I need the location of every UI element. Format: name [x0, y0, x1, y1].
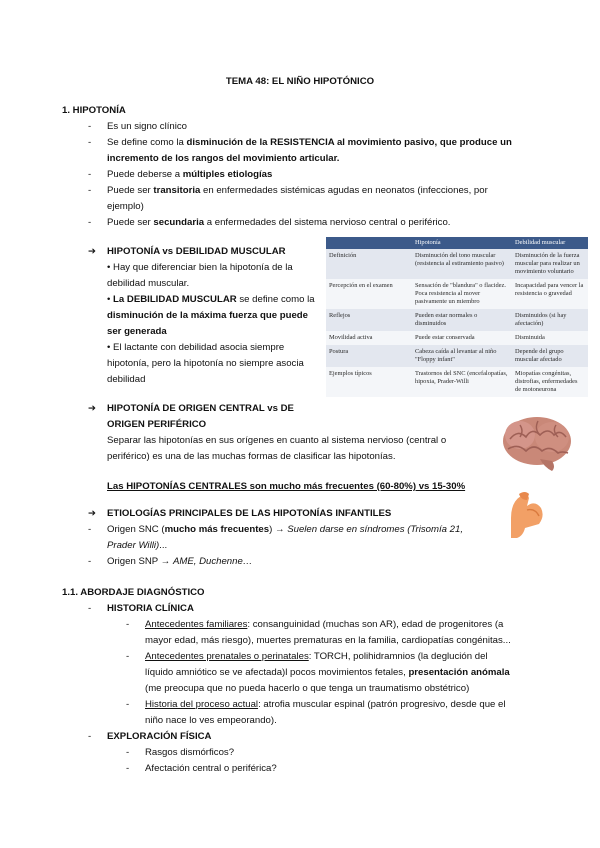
table-cell: Incapacidad para vencer la resistencia o gravedad [512, 279, 588, 309]
dash-marker: - [88, 556, 92, 567]
antecedentes-prenatales: Antecedentes prenatales o perinatales: TORCH, polihidramnios (la deglución del [145, 651, 488, 662]
table-header-cell: Debilidad muscular [512, 237, 588, 249]
table-cell: Definición [326, 249, 412, 279]
table-cell: Puede estar conservada [412, 331, 512, 345]
dash-marker: - [88, 185, 92, 196]
bullet-transitoria-cont: ejemplo) [107, 201, 144, 212]
hvd-line-8: debilidad [107, 374, 146, 385]
hvd-heading: HIPOTONÍA vs DEBILIDAD MUSCULAR [107, 246, 286, 257]
hvd-line-3: • La DEBILIDAD MUSCULAR se define como la [107, 294, 315, 305]
table-row [326, 345, 588, 367]
arrow-icon: ➔ [88, 508, 97, 519]
bullet-transitoria: Puede ser transitoria en enfermedades sistémicas agudas en neonatos (infecciones, por [107, 185, 488, 196]
table-cell: Ejemplos típicos [326, 367, 412, 397]
bullet-etiologias: Puede deberse a múltiples etiologías [107, 169, 273, 180]
table-row [326, 367, 588, 397]
table-cell: Trastornos del SNC (encefalopatías, hipoxia, Prader-Willi [412, 367, 512, 397]
bullet-definicion-cont: incremento de los rangos del movimiento articular. [107, 153, 340, 164]
exploracion-fisica-heading: EXPLORACIÓN FÍSICA [107, 731, 212, 742]
comparison-table [326, 237, 588, 397]
antecedentes-familiares: Antecedentes familiares: consanguinidad (muchas son AR), edad de progenitores (a [145, 619, 504, 630]
table-header-cell [326, 237, 412, 249]
antecedentes-prenatales-cont-2: (me preocupa que no pueda hacerlo o que tenga un traumatismo obstétrico) [145, 683, 470, 694]
hvd-line-7: hipotonía, pero la hipotonía no siempre asocia [107, 358, 304, 369]
dash-marker: - [126, 763, 130, 774]
historia-proceso-actual: Historia del proceso actual: atrofia muscular espinal (patrón progresivo, desde que el [145, 699, 506, 710]
table-cell: Disminuida [512, 331, 588, 345]
dash-marker: - [88, 603, 92, 614]
table-cell: Disminución de la fuerza muscular para realizar un movimiento voluntario [512, 249, 588, 279]
dash-marker: - [88, 731, 92, 742]
hvd-line-6: • El lactante con debilidad asocia siempre [107, 342, 285, 353]
bullet-definicion: Se define como la disminución de la RESISTENCIA al movimiento pasivo, que produce un [107, 137, 512, 148]
table-header-cell: Hipotonía [412, 237, 512, 249]
origen-snc: Origen SNC (mucho más frecuentes) → Suelen darse en síndromes (Trisomía 21, [107, 524, 464, 535]
origen-snc-cont: Prader Willi)... [107, 540, 168, 551]
table-cell: Reflejos [326, 309, 412, 331]
arrow-icon: ➔ [88, 403, 97, 414]
dash-marker: - [88, 524, 92, 535]
dash-marker: - [88, 217, 92, 228]
etiologias-heading: ETIOLOGÍAS PRINCIPALES DE LAS HIPOTONÍAS INFANTILES [107, 508, 392, 519]
hvd-line-1: • Hay que diferenciar bien la hipotonía de la [107, 262, 293, 273]
table-cell: Cabeza caída al levantar al niño "Floppy infant" [412, 345, 512, 367]
table-row [326, 309, 588, 331]
central-frequency-note: Las HIPOTONÍAS CENTRALES son mucho más frecuentes (60-80%) vs 15-30% [107, 481, 466, 492]
table-cell: Disminución del tono muscular (resistencia al estiramiento pasivo) [412, 249, 512, 279]
antecedentes-familiares-cont: mayor edad, más riesgo), muertes prematuras en la familia, cardiopatías congénitas... [145, 635, 511, 646]
afectacion-central-periferica: Afectación central o periférica? [145, 763, 277, 774]
origin-paragraph-1: Separar las hipotonías en sus orígenes en cuanto al sistema nervioso (central o [107, 435, 447, 446]
dash-marker: - [88, 169, 92, 180]
table-cell: Movilidad activa [326, 331, 412, 345]
table-row [326, 249, 588, 279]
page-title: TEMA 48: EL NIÑO HIPOTÓNICO [225, 76, 375, 87]
table-row [326, 331, 588, 345]
table-header-row [326, 237, 588, 249]
table-cell: Pueden estar normales o disminuidos [412, 309, 512, 331]
origin-heading-line-1: HIPOTONÍA DE ORIGEN CENTRAL vs DE [107, 403, 294, 414]
origin-heading-line-2: ORIGEN PERIFÉRICO [107, 419, 207, 430]
antecedentes-prenatales-cont: líquido amniótico se ve afectada)l pocos movimientos fetales, presentación anómala [145, 667, 510, 678]
brain-icon [500, 413, 576, 475]
origen-snp: Origen SNP → AME, Duchenne… [107, 556, 253, 567]
section-heading-abordaje: 1.1. ABORDAJE DIAGNÓSTICO [62, 587, 205, 598]
dash-marker: - [88, 121, 92, 132]
dash-marker: - [126, 699, 130, 710]
table-row [326, 279, 588, 309]
dash-marker: - [126, 747, 130, 758]
table-cell: Disminuidos (si hay afectación) [512, 309, 588, 331]
section-heading-hipotonia: 1. HIPOTONÍA [62, 105, 126, 116]
table-cell: Miopatías congénitas, distrofias, enfermedades de motoneurona [512, 367, 588, 397]
historia-proceso-actual-cont: niño nace lo ves empeorando). [145, 715, 277, 726]
arrow-icon: ➔ [88, 246, 97, 257]
dash-marker: - [126, 619, 130, 630]
bullet-signo-clinico: Es un signo clínico [107, 121, 187, 132]
dash-marker: - [88, 137, 92, 148]
table-cell: Percepción en el examen [326, 279, 412, 309]
hvd-line-5: ser generada [107, 326, 167, 337]
flexed-arm-icon [505, 488, 549, 540]
bullet-secundaria: Puede ser secundaria a enfermedades del sistema nervioso central o periférico. [107, 217, 451, 228]
historia-clinica-heading: HISTORIA CLÍNICA [107, 603, 194, 614]
origin-paragraph-2: periférico) es una de las muchas formas de clasificar las hipotonías. [107, 451, 396, 462]
dash-marker: - [126, 651, 130, 662]
rasgos-dismorficos: Rasgos dismórficos? [145, 747, 235, 758]
table-cell: Postura [326, 345, 412, 367]
hvd-line-2: debilidad muscular. [107, 278, 190, 289]
hvd-line-4: disminución de la máxima fuerza que puede [107, 310, 308, 321]
table-cell: Depende del grupo muscular afectado [512, 345, 588, 367]
table-cell: Sensación de "blandura" o flacidez. Poca resistencia al mover pasivamente un miembro [412, 279, 512, 309]
